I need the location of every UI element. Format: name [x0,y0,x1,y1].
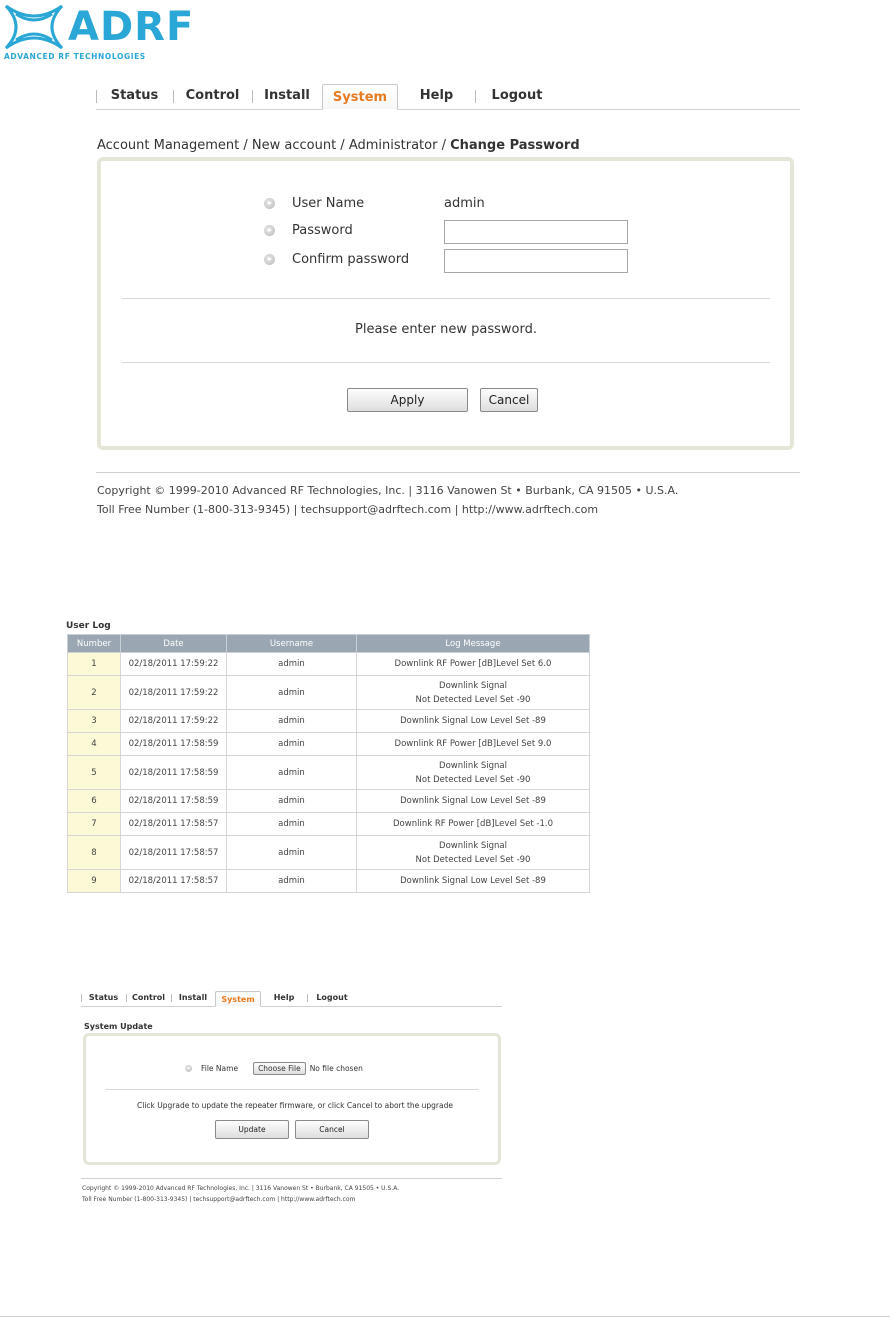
cancel-button[interactable]: Cancel [295,1120,369,1139]
cell-message: Downlink Signal Not Detected Level Set -90 [357,836,590,870]
file-name-row [185,1062,363,1075]
table-row [68,653,590,676]
bullet-arrow-icon [264,198,275,209]
divider [106,1089,478,1090]
cell-number: 3 [68,710,121,733]
cell-date: 02/18/2011 17:59:22 [121,653,227,676]
cell-number: 2 [68,676,121,710]
update-button[interactable]: Update [215,1120,289,1139]
adrf-logo [2,2,195,62]
cell-message: Downlink Signal Low Level Set -89 [357,710,590,733]
tab-control[interactable]: Control [173,83,252,109]
system-update-title: System Update [84,1022,153,1031]
bullet-arrow-icon [264,254,275,265]
breadcrumb [97,138,580,153]
cell-number: 6 [68,790,121,813]
tab-install[interactable]: Install [171,990,215,1006]
password-label: Password [292,223,353,238]
tab-status[interactable]: Status [96,83,173,109]
bullet-arrow-icon [185,1065,192,1072]
adrf-logo-icon [2,2,66,52]
cell-number: 8 [68,836,121,870]
tab-logout[interactable]: Logout [307,990,357,1006]
status-message: Please enter new password. [355,322,537,337]
password-input[interactable] [444,220,628,244]
footer-divider [96,472,800,473]
system-update-panel [83,1033,501,1165]
username-value: admin [444,196,485,211]
cell-message: Downlink RF Power [dB]Level Set 9.0 [357,733,590,756]
cell-number: 7 [68,813,121,836]
col-date: Date [121,635,227,653]
update-message: Click Upgrade to update the repeater firmware, or click Cancel to abort the upgrade [137,1101,453,1110]
cell-date: 02/18/2011 17:58:59 [121,756,227,790]
username-label: User Name [292,196,365,211]
table-row [68,676,590,710]
divider [122,362,770,363]
col-log-message: Log Message [357,635,590,653]
cell-date: 02/18/2011 17:58:59 [121,733,227,756]
cell-message: Downlink Signal Low Level Set -89 [357,790,590,813]
cell-username: admin [227,836,357,870]
cell-username: admin [227,676,357,710]
user-log-table [67,634,590,893]
cell-date: 02/18/2011 17:58:57 [121,813,227,836]
brand-tagline: ADVANCED RF TECHNOLOGIES [4,52,146,61]
col-username: Username [227,635,357,653]
cell-number: 5 [68,756,121,790]
no-file-chosen-text: No file chosen [309,1064,363,1073]
password-row [264,223,353,238]
cell-username: admin [227,653,357,676]
confirm-password-label: Confirm password [292,252,410,267]
cell-username: admin [227,756,357,790]
cell-date: 02/18/2011 17:58:59 [121,790,227,813]
cell-message: Downlink Signal Not Detected Level Set -90 [357,676,590,710]
cell-message: Downlink RF Power [dB]Level Set 6.0 [357,653,590,676]
confirm-password-input[interactable] [444,249,628,273]
table-row [68,813,590,836]
tab-logout[interactable]: Logout [475,83,559,109]
tab-system[interactable]: System [322,84,398,110]
table-row [68,756,590,790]
cell-username: admin [227,870,357,893]
breadcrumb-path: Account Management / New account / Administrator / [97,138,451,153]
footer-copyright: Copyright © 1999-2010 Advanced RF Technologies, Inc. | 3116 Vanowen St • Burbank, CA 91505 • U.S.A. [82,1185,400,1192]
cell-username: admin [227,733,357,756]
tab-control[interactable]: Control [126,990,171,1006]
page-bottom-rule [0,1316,890,1317]
cell-username: admin [227,790,357,813]
main-nav-tabs [96,83,800,110]
table-row [68,870,590,893]
cell-date: 02/18/2011 17:59:22 [121,676,227,710]
confirm-password-row [264,252,409,267]
cell-message: Downlink Signal Not Detected Level Set -90 [357,756,590,790]
breadcrumb-current: Change Password [450,138,580,153]
cell-message: Downlink RF Power [dB]Level Set -1.0 [357,813,590,836]
system-update-nav-tabs [81,990,502,1007]
tab-help[interactable]: Help [273,993,295,1002]
tab-help[interactable]: Help [419,88,454,103]
cell-number: 9 [68,870,121,893]
footer-contact: Toll Free Number (1-800-313-9345) | techsupport@adrftech.com | http://www.adrftech.com [97,503,599,516]
apply-button[interactable]: Apply [347,388,468,412]
choose-file-button[interactable]: Choose File [253,1062,306,1075]
cell-date: 02/18/2011 17:59:22 [121,710,227,733]
col-number: Number [68,635,121,653]
cell-date: 02/18/2011 17:58:57 [121,870,227,893]
cell-date: 02/18/2011 17:58:57 [121,836,227,870]
tab-install[interactable]: Install [252,83,322,109]
footer-contact: Toll Free Number (1-800-313-9345) | techsupport@adrftech.com | http://www.adrftech.com [82,1196,356,1203]
username-row [264,196,364,211]
table-row [68,733,590,756]
cancel-button[interactable]: Cancel [480,388,538,412]
footer-divider [81,1178,502,1179]
table-row [68,790,590,813]
divider [122,298,770,299]
cell-username: admin [227,813,357,836]
cell-message: Downlink Signal Low Level Set -89 [357,870,590,893]
bullet-arrow-icon [264,225,275,236]
user-log-title: User Log [66,621,111,631]
file-name-label: File Name [201,1064,239,1073]
cell-number: 4 [68,733,121,756]
cell-username: admin [227,710,357,733]
footer-copyright: Copyright © 1999-2010 Advanced RF Technologies, Inc. | 3116 Vanowen St • Burbank, CA 91505 • U.S.A. [97,484,679,497]
table-header-row [68,635,590,653]
cell-number: 1 [68,653,121,676]
table-row [68,710,590,733]
tab-status[interactable]: Status [81,990,126,1006]
tab-system[interactable]: System [215,991,261,1007]
table-row [68,836,590,870]
brand-name: ADRF [68,4,195,50]
